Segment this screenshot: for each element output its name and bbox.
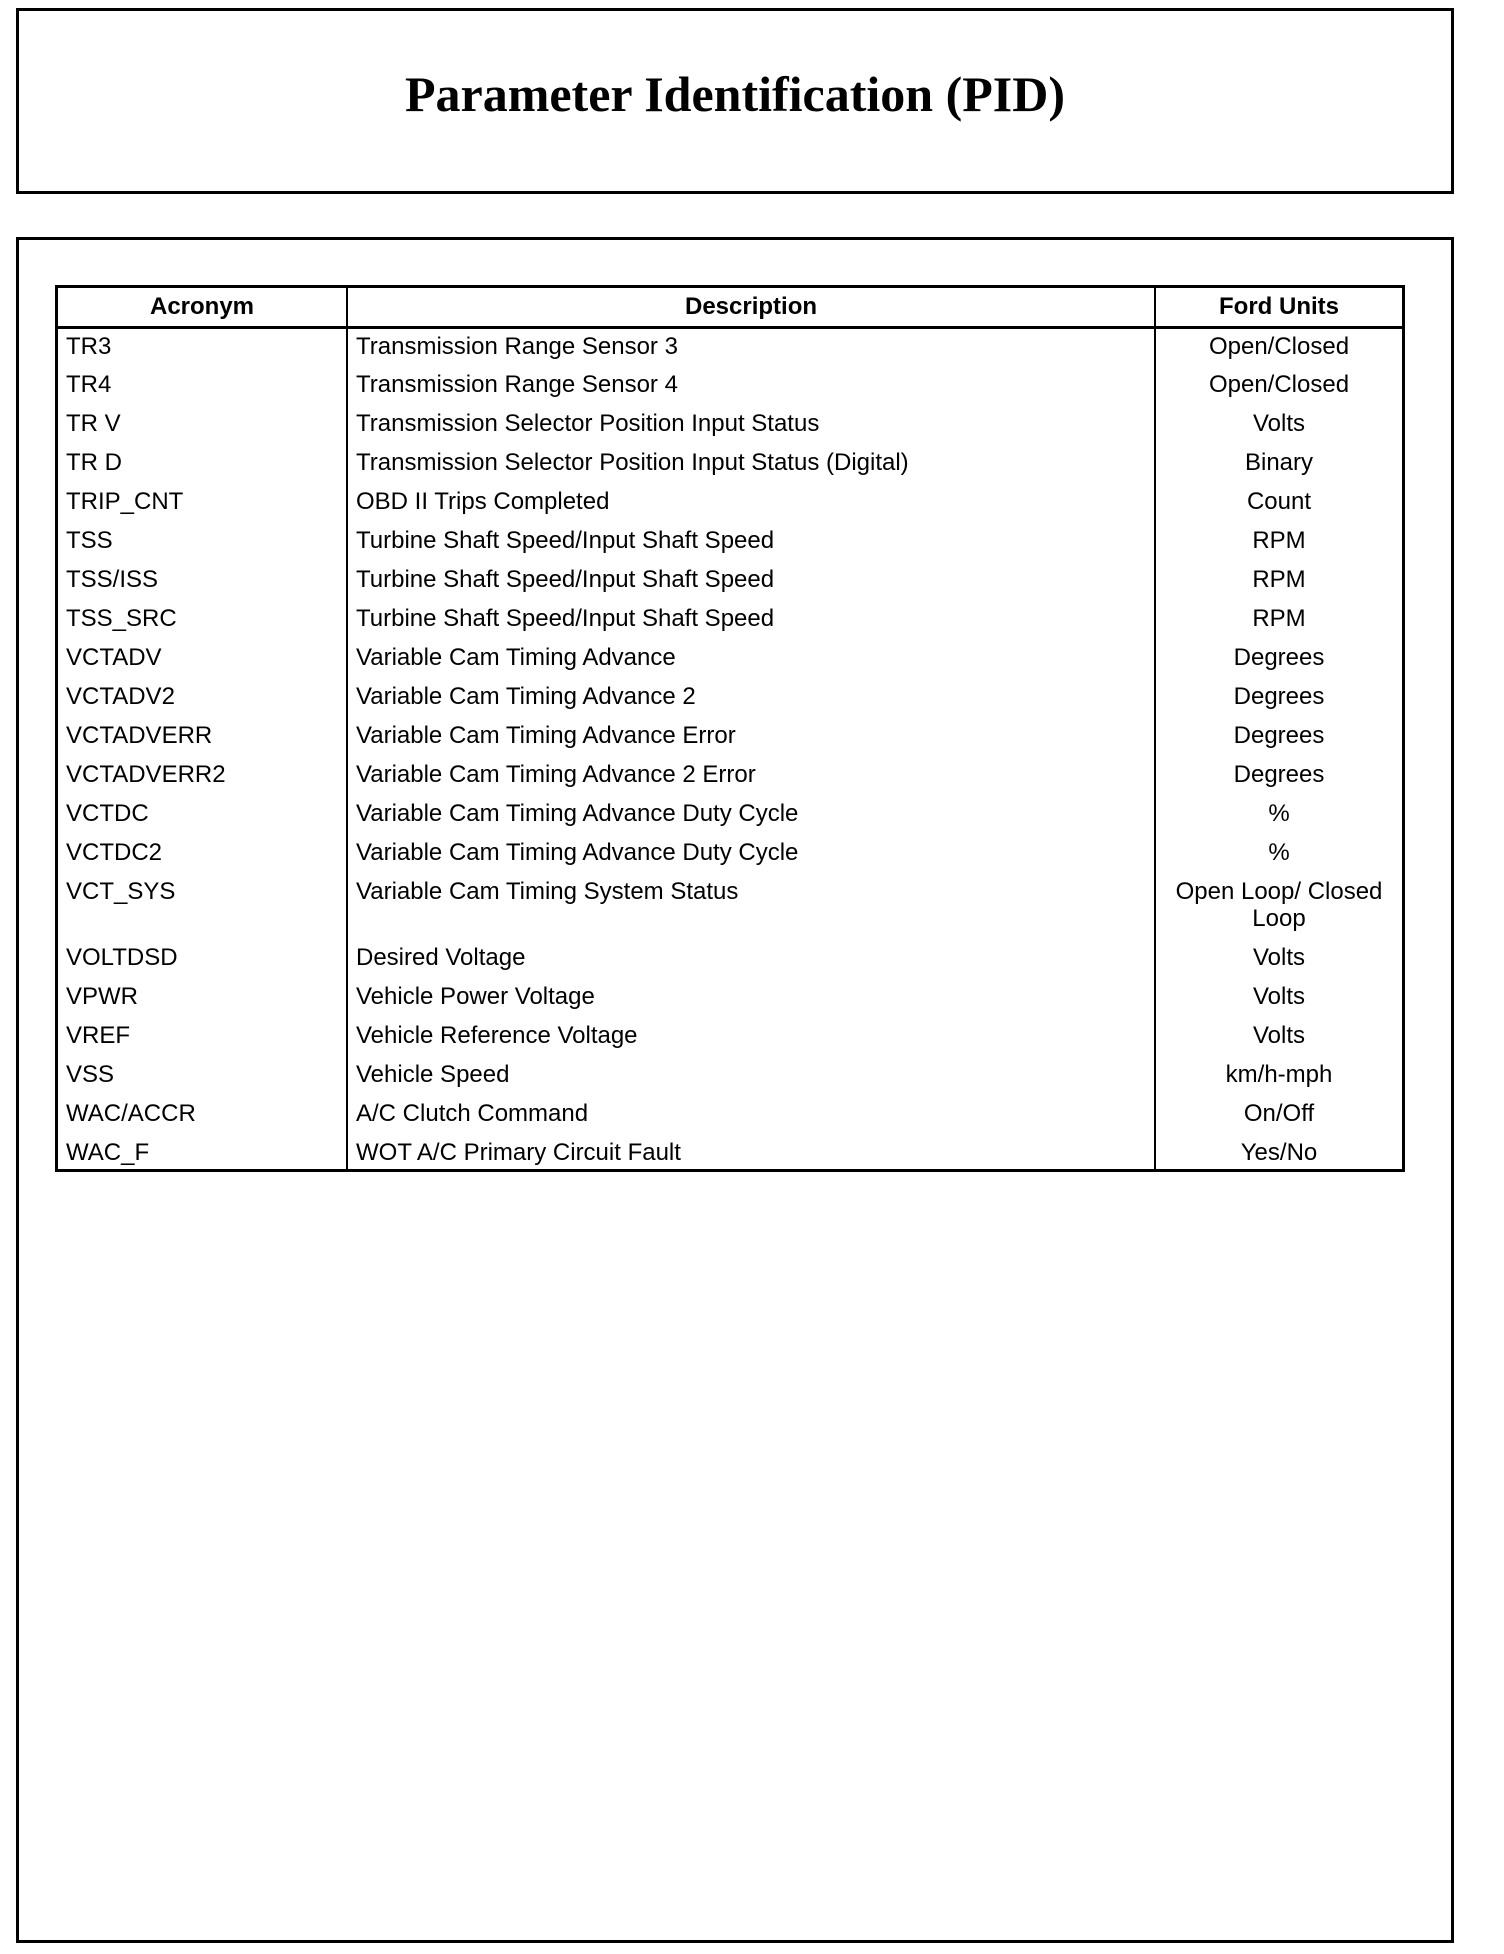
table-row (57, 718, 1404, 757)
cell-units: Volts (1155, 1018, 1404, 1057)
table-row (57, 601, 1404, 640)
cell-units: Yes/No (1155, 1135, 1404, 1171)
cell-description: Variable Cam Timing Advance Error (347, 718, 1155, 757)
cell-description: Variable Cam Timing Advance Duty Cycle (347, 835, 1155, 874)
cell-description: Desired Voltage (347, 940, 1155, 979)
cell-description: Transmission Selector Position Input Status (347, 406, 1155, 445)
cell-units: Volts (1155, 406, 1404, 445)
cell-units: Open/Closed (1155, 328, 1404, 367)
cell-acronym: VCTADV2 (57, 679, 348, 718)
cell-units: On/Off (1155, 1096, 1404, 1135)
table-row (57, 406, 1404, 445)
content-box (16, 237, 1454, 1943)
cell-description: Vehicle Reference Voltage (347, 1018, 1155, 1057)
cell-description: Vehicle Speed (347, 1057, 1155, 1096)
page-title: Parameter Identification (PID) (404, 66, 1065, 122)
cell-units: Volts (1155, 979, 1404, 1018)
table-row (57, 328, 1404, 367)
header-acronym: Acronym (57, 287, 348, 328)
cell-description: Turbine Shaft Speed/Input Shaft Speed (347, 523, 1155, 562)
cell-description: Turbine Shaft Speed/Input Shaft Speed (347, 601, 1155, 640)
table-row (57, 1096, 1404, 1135)
cell-units: RPM (1155, 562, 1404, 601)
cell-description: Variable Cam Timing Advance Duty Cycle (347, 796, 1155, 835)
cell-units: Volts (1155, 940, 1404, 979)
cell-units: RPM (1155, 523, 1404, 562)
pid-table (55, 285, 1405, 1172)
cell-description: Transmission Range Sensor 3 (347, 328, 1155, 367)
cell-acronym: TRIP_CNT (57, 484, 348, 523)
cell-acronym: VPWR (57, 979, 348, 1018)
cell-acronym: VCTADV (57, 640, 348, 679)
table-row (57, 979, 1404, 1018)
table-row (57, 796, 1404, 835)
table-body (57, 328, 1404, 1171)
table-row (57, 757, 1404, 796)
table-row (57, 1018, 1404, 1057)
cell-acronym: TR4 (57, 367, 348, 406)
table-row (57, 640, 1404, 679)
cell-acronym: TSS_SRC (57, 601, 348, 640)
cell-acronym: VCTADVERR (57, 718, 348, 757)
table-row (57, 484, 1404, 523)
cell-units: Count (1155, 484, 1404, 523)
cell-acronym: WAC/ACCR (57, 1096, 348, 1135)
table-row (57, 835, 1404, 874)
table-row (57, 367, 1404, 406)
cell-units: Degrees (1155, 757, 1404, 796)
cell-description: Transmission Selector Position Input Status (Digital) (347, 445, 1155, 484)
header-description: Description (347, 287, 1155, 328)
cell-units: Binary (1155, 445, 1404, 484)
cell-description: Variable Cam Timing System Status (347, 874, 1155, 940)
cell-acronym: TR3 (57, 328, 348, 367)
cell-units: Degrees (1155, 718, 1404, 757)
cell-units: Open/Closed (1155, 367, 1404, 406)
cell-description: Vehicle Power Voltage (347, 979, 1155, 1018)
table-row (57, 940, 1404, 979)
cell-acronym: TSS/ISS (57, 562, 348, 601)
cell-description: A/C Clutch Command (347, 1096, 1155, 1135)
table-row (57, 1057, 1404, 1096)
cell-description: WOT A/C Primary Circuit Fault (347, 1135, 1155, 1171)
cell-description: Variable Cam Timing Advance 2 (347, 679, 1155, 718)
cell-acronym: TR D (57, 445, 348, 484)
cell-description: Variable Cam Timing Advance (347, 640, 1155, 679)
cell-units: Degrees (1155, 679, 1404, 718)
table-row (57, 445, 1404, 484)
table-row (57, 562, 1404, 601)
cell-acronym: TSS (57, 523, 348, 562)
cell-units: Open Loop/ Closed Loop (1155, 874, 1404, 940)
cell-acronym: VOLTDSD (57, 940, 348, 979)
cell-units: Degrees (1155, 640, 1404, 679)
cell-description: Transmission Range Sensor 4 (347, 367, 1155, 406)
cell-acronym: VSS (57, 1057, 348, 1096)
cell-units: % (1155, 796, 1404, 835)
cell-acronym: VCTADVERR2 (57, 757, 348, 796)
title-box (16, 8, 1454, 194)
cell-units: % (1155, 835, 1404, 874)
header-units: Ford Units (1155, 287, 1404, 328)
cell-acronym: TR V (57, 406, 348, 445)
table-row (57, 523, 1404, 562)
cell-description: OBD II Trips Completed (347, 484, 1155, 523)
cell-acronym: VCTDC (57, 796, 348, 835)
table-row (57, 1135, 1404, 1171)
cell-acronym: VCTDC2 (57, 835, 348, 874)
cell-description: Variable Cam Timing Advance 2 Error (347, 757, 1155, 796)
table-header-row (57, 287, 1404, 328)
cell-acronym: WAC_F (57, 1135, 348, 1171)
cell-units: km/h-mph (1155, 1057, 1404, 1096)
table-row (57, 874, 1404, 940)
cell-acronym: VCT_SYS (57, 874, 348, 940)
cell-acronym: VREF (57, 1018, 348, 1057)
cell-units: RPM (1155, 601, 1404, 640)
table-row (57, 679, 1404, 718)
cell-description: Turbine Shaft Speed/Input Shaft Speed (347, 562, 1155, 601)
